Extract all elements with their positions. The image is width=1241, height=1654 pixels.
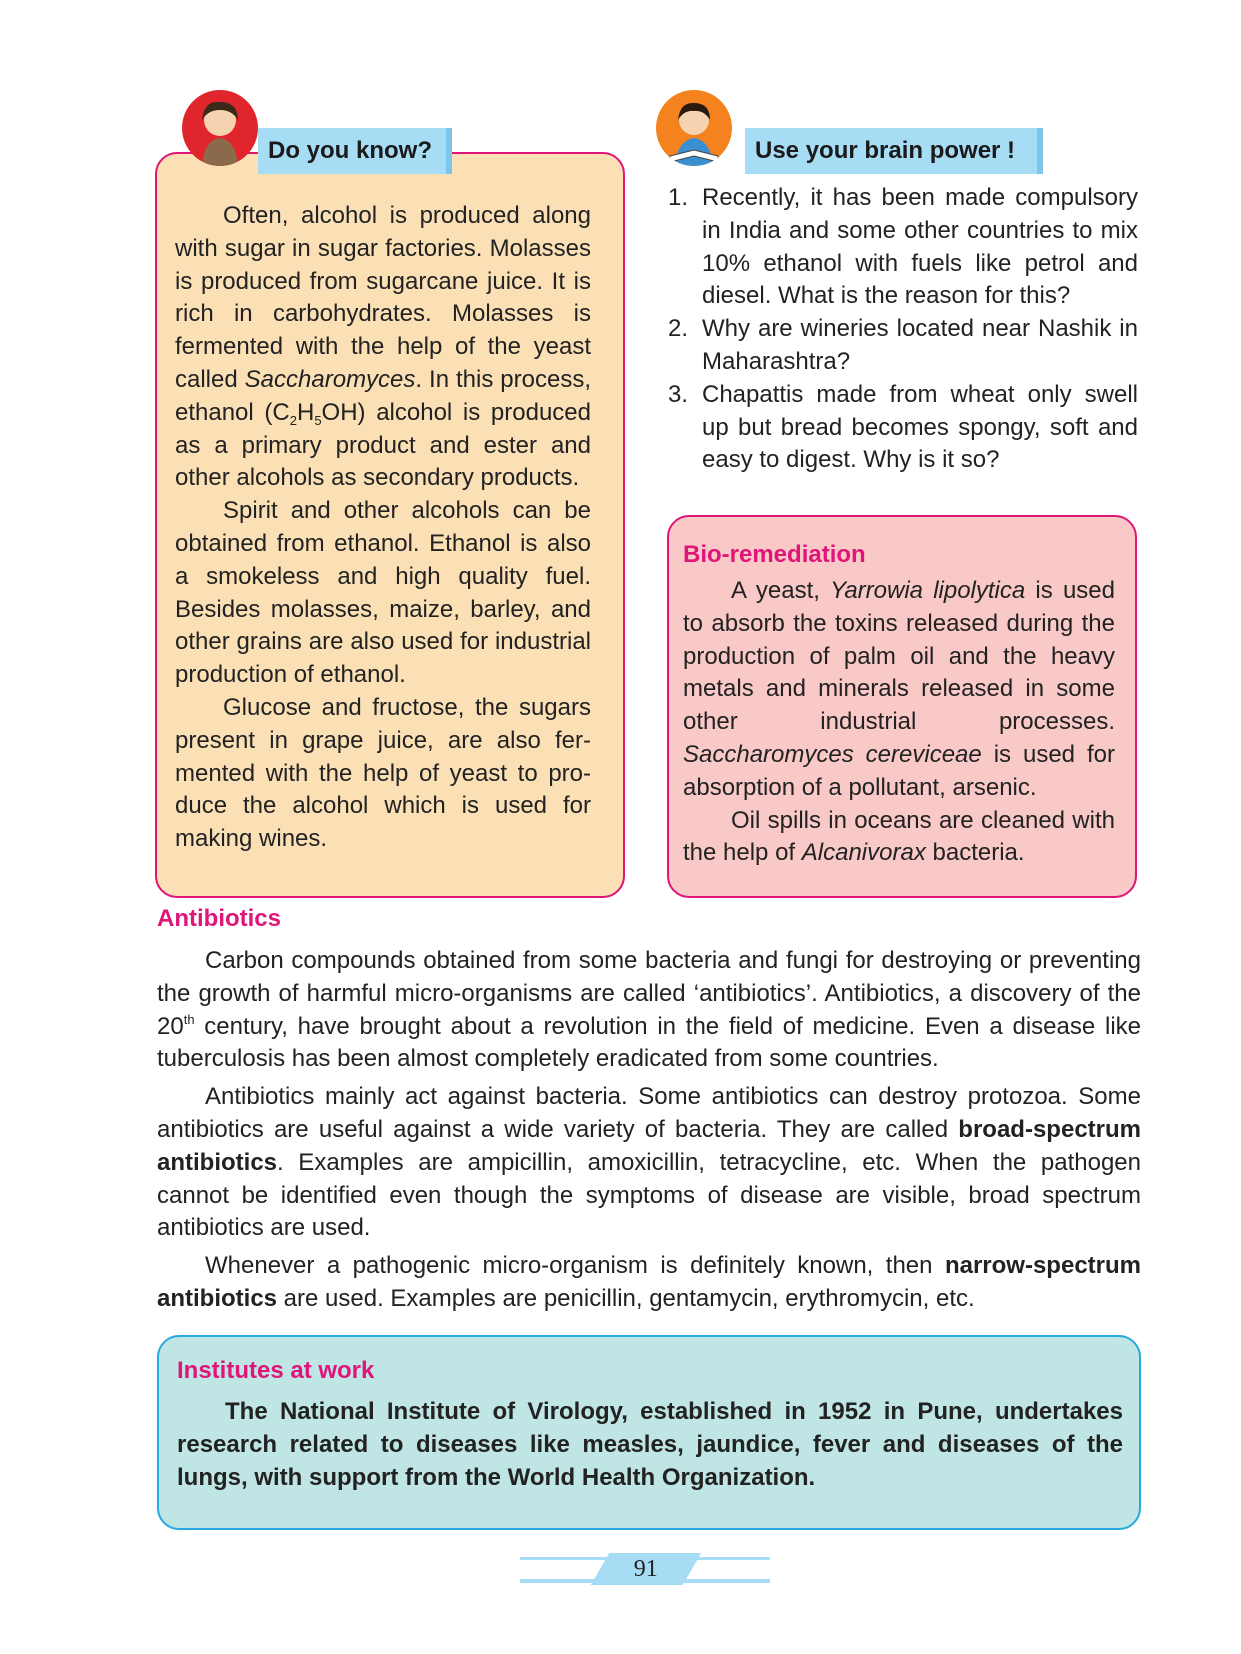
bio-paragraph-2: Oil spills in oceans are cleaned with the help of Alcanivorax bacteria.	[683, 806, 1115, 867]
list-item: 1. Recently, it has been made compulsory in India and some other countries to mix 10% ethanol with fuels like petrol and diesel. What is the reason for this?	[668, 184, 1138, 310]
bio-remediation-title: Bio-remediation	[683, 541, 866, 568]
antibiotics-title: Antibiotics	[157, 905, 281, 932]
brain-power-list	[668, 182, 1138, 477]
list-item: 3. Chapattis made from wheat only swell up but bread becomes spongy, soft and easy to digest. Why is it so?	[668, 380, 1138, 474]
antibiotics-text	[157, 945, 1141, 1321]
girl-thinking-icon	[182, 90, 258, 166]
institutes-paragraph: The National Institute of Virology, established in 1952 in Pune, undertakes research related to diseases like measles, jaundice, fever and diseases of the lungs, with support from the World Health Organization.	[177, 1398, 1123, 1491]
brain-power-tag: Use your brain power !	[745, 128, 1043, 174]
antibiotics-paragraph-3: Whenever a pathogenic micro-organism is definitely known, then narrow-spectrum antibiotics are used. Examples are penicillin, gentamycin, erythromycin, etc.	[157, 1252, 1141, 1312]
bio-remediation-text	[683, 575, 1115, 870]
do-you-know-tag: Do you know?	[258, 128, 452, 174]
dyk-paragraph-1: Often, alcohol is produced along with sugar in sugar factories. Molasses is produced from sugarcane juice. It is rich in carbohydrates. Molasses is fermented with the help of the yeast called Saccharomyces. In this process, ethanol $(C_2H_5OH)$ alcohol is produced as a primary product and ester and other alcohols as secondary products.	[175, 202, 591, 492]
institutes-text	[177, 1396, 1123, 1494]
bio-paragraph-1: A yeast, Yarrowia lipolytica is used to absorb the toxins released during the production of palm oil and the heavy metals and minerals released in some other industrial processes. Saccharomyces cereviceae is used for absorption of a pollutant, arsenic.	[683, 577, 1115, 801]
page-number-tab	[591, 1553, 701, 1585]
antibiotics-paragraph-2: Antibiotics mainly act against bacteria. Some antibiotics can destroy protozoa. Some antibiotics are useful against a wide variety of bacteria. They are called broad-spectrum antibiotics. Examples are ampicillin, amoxicillin, tetracycline, etc. When the pathogen cannot be identified even though the symptoms of disease are visible, broad spectrum antibiotics are used.	[157, 1083, 1141, 1242]
institutes-title: Institutes at work	[177, 1357, 375, 1384]
do-you-know-text	[175, 200, 591, 856]
antibiotics-paragraph-1: Carbon compounds obtained from some bacteria and fungi for destroying or preventing the growth of harmful micro-organisms are called ‘antibiotics’. Antibiotics, a discovery of the 20th century, have brought about a revolution in the field of medicine. Even a disease like tuberculosis has been almost completely eradicated from some countries.	[157, 947, 1141, 1073]
girl-studying-icon	[656, 90, 732, 166]
list-item: 2. Why are wineries located near Nashik in Maharashtra?	[668, 315, 1138, 375]
dyk-paragraph-3: Glucose and fructose, the sugars present in grape juice, are also fer-mented with the help of yeast to pro-duce the alcohol which is used for making wines.	[175, 693, 591, 853]
page-number: 91	[634, 1555, 658, 1582]
dyk-paragraph-2: Spirit and other alcohols can be obtained from ethanol. Ethanol is also a smokeless and high quality fuel. Besides molasses, maize, barley, and other grains are also used for industrial production of ethanol.	[175, 497, 591, 689]
